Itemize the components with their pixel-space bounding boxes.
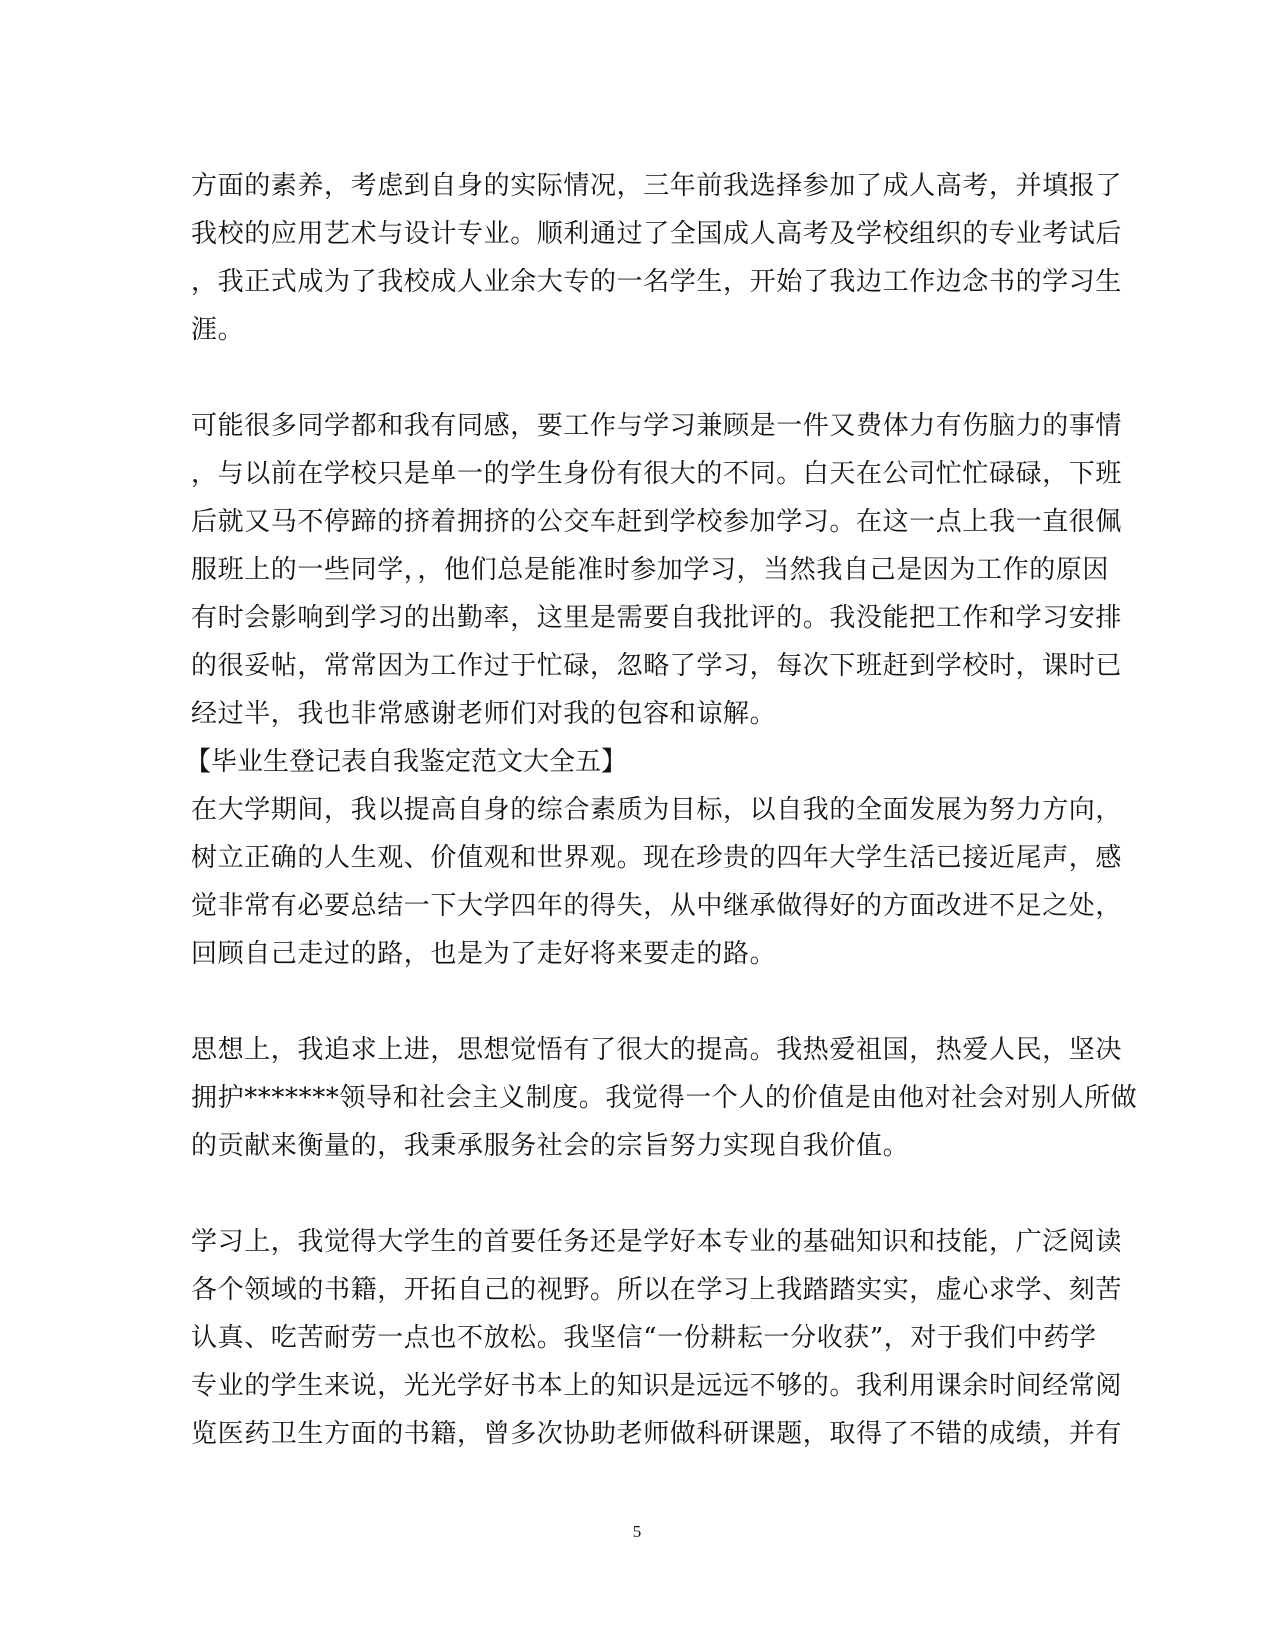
text-line: 专业的学生来说，光光学好书本上的知识是远远不够的。我利用课余时间经常阅	[191, 1371, 1123, 1401]
text-line: 后就又马不停蹄的挤着拥挤的公交车赶到学校参加学习。在这一点上我一直很佩	[191, 507, 1123, 537]
text-line: 的很妥帖，常常因为工作过于忙碌，忽略了学习，每次下班赶到学校时，课时已	[191, 651, 1123, 681]
text-line: 经过半，我也非常感谢老师们对我的包容和谅解。	[191, 699, 777, 729]
paragraph	[191, 162, 1123, 354]
paragraph-gap	[191, 354, 1091, 402]
paragraph	[191, 402, 1123, 738]
text-line: 可能很多同学都和我有同感，要工作与学习兼顾是一件又费体力有伤脑力的事情	[191, 411, 1123, 441]
text-line: 涯。	[191, 315, 245, 345]
section-heading: 【毕业生登记表自我鉴定范文大全五】	[185, 747, 628, 777]
document-body	[185, 162, 1138, 1458]
paragraph	[191, 1218, 1123, 1458]
text-line: 有时会影响到学习的出勤率，这里是需要自我批评的。我没能把工作和学习安排	[191, 603, 1123, 633]
text-line: 回顾自己走过的路，也是为了走好将来要走的路。	[191, 939, 777, 969]
text-line: 在大学期间，我以提高自身的综合素质为目标，以自我的全面发展为努力方向，	[191, 795, 1123, 825]
text-line: 认真、吃苦耐劳一点也不放松。我坚信“一份耕耘一分收获”，对于我们中药学	[191, 1323, 1097, 1353]
text-line: 方面的素养，考虑到自身的实际情况，三年前我选择参加了成人高考，并填报了	[191, 171, 1123, 201]
paragraph	[191, 1026, 1138, 1170]
text-line: 的贡献来衡量的，我秉承服务社会的宗旨努力实现自我价值。	[191, 1131, 910, 1161]
text-line: ，我正式成为了我校成人业余大专的一名学生，开始了我边工作边念书的学习生	[191, 267, 1123, 297]
text-line: 觉非常有必要总结一下大学四年的得失，从中继承做得好的方面改进不足之处，	[191, 891, 1123, 921]
text-line: 拥护*******领导和社会主义制度。我觉得一个人的价值是由他对社会对别人所做	[191, 1083, 1138, 1113]
paragraph	[191, 786, 1123, 978]
text-line: 各个领域的书籍，开拓自己的视野。所以在学习上我踏踏实实，虚心求学、刻苦	[191, 1275, 1123, 1305]
text-line: 思想上，我追求上进，思想觉悟有了很大的提高。我热爱祖国，热爱人民，坚决	[191, 1035, 1123, 1065]
text-line: 学习上，我觉得大学生的首要任务还是学好本专业的基础知识和技能，广泛阅读	[191, 1227, 1123, 1257]
paragraph-gap	[191, 1170, 1091, 1218]
text-line: 树立正确的人生观、价值观和世界观。现在珍贵的四年大学生活已接近尾声，感	[191, 843, 1123, 873]
page-number: 5	[632, 1522, 642, 1541]
paragraph-gap	[191, 978, 1091, 1026]
text-line: 我校的应用艺术与设计专业。顺利通过了全国成人高考及学校组织的专业考试后	[191, 219, 1123, 249]
text-line: 览医药卫生方面的书籍，曾多次协助老师做科研课题，取得了不错的成绩，并有	[191, 1419, 1123, 1449]
text-line: 服班上的一些同学，，他们总是能准时参加学习，当然我自己是因为工作的原因	[191, 555, 1110, 585]
text-line: ，与以前在学校只是单一的学生身份有很大的不同。白天在公司忙忙碌碌，下班	[191, 459, 1123, 489]
